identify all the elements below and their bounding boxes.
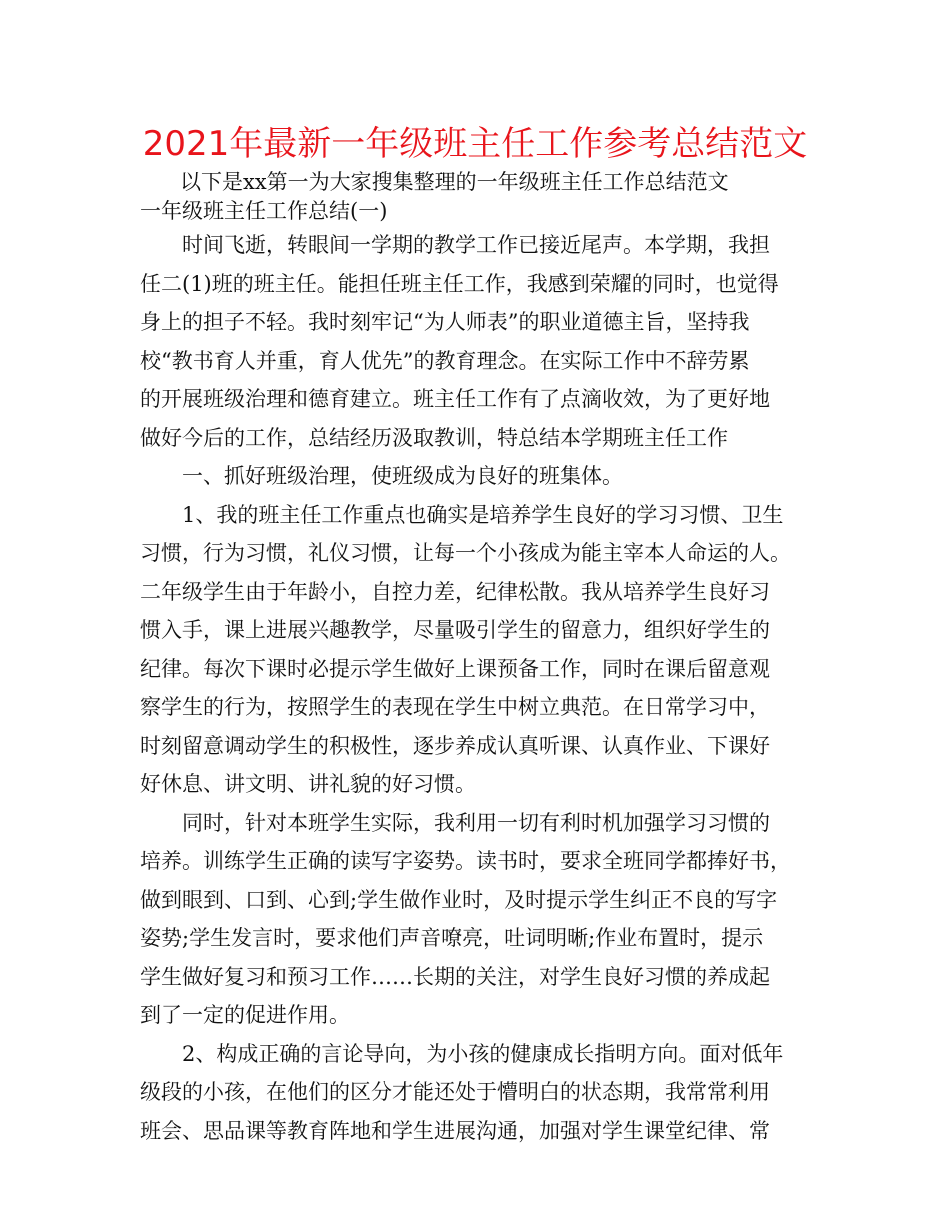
- text-line: 1、我的班主任工作重点也确实是培养学生良好的学习习惯、卫生: [182, 502, 784, 527]
- text-line: 同时，针对本班学生实际，我利用一切有利时机加强学习习惯的: [182, 810, 770, 835]
- text-line: 习惯，行为习惯，礼仪习惯，让每一个小孩成为能主宰本人命运的人。: [140, 541, 791, 565]
- text-line: 做好今后的工作，总结经历汲取教训，特总结本学期班主任工作: [140, 425, 728, 450]
- text-line: 察学生的行为，按照学生的表现在学生中树立典范。在日常学习中，: [140, 695, 770, 719]
- text-line: 级段的小孩，在他们的区分才能还处于懵明白的状态期，我常常利用: [140, 1080, 770, 1104]
- text-line: 2、构成正确的言论导向，为小孩的健康成长指明方向。面对低年: [182, 1041, 784, 1066]
- subheading-line: 一、抓好班级治理，使班级成为良好的班集体。: [182, 464, 623, 488]
- text-line: 二年级学生由于年龄小，自控力差，纪律松散。我从培养学生良好习: [140, 579, 770, 604]
- text-line: 培养。训练学生正确的读写字姿势。读书时，要求全班同学都捧好书，: [140, 849, 791, 873]
- text-line: 好休息、讲文明、讲礼貌的好习惯。: [140, 772, 476, 796]
- text-line: 的开展班级治理和德育建立。班主任工作有了点滴收效，为了更好地: [140, 387, 770, 411]
- text-line: 纪律。每次下课时必提示学生做好上课预备工作，同时在课后留意观: [140, 656, 770, 681]
- text-line: 到了一定的促进作用。: [140, 1003, 350, 1027]
- text-line: 学生做好复习和预习工作……长期的关注，对学生良好习惯的养成起: [140, 964, 770, 989]
- text-line: 任二(1)班的班主任。能担任班主任工作，我感到荣耀的同时，也觉得: [140, 271, 779, 296]
- document-title: 2021年最新一年级班主任工作参考总结范文: [142, 124, 808, 164]
- text-line: 身上的担子不轻。我时刻牢记“为人师表”的职业道德主旨，坚持我: [140, 310, 750, 334]
- text-line: 做到眼到、口到、心到;学生做作业时，及时提示学生纠正不良的写字: [140, 887, 778, 912]
- document-body: [140, 168, 830, 1150]
- text-line: 姿势;学生发言时，要求他们声音嘹亮，吐词明晰;作业布置时，提示: [140, 926, 764, 950]
- text-line: 时刻留意调动学生的积极性，逐步养成认真听课、认真作业、下课好: [140, 733, 770, 758]
- section-heading: 一年级班主任工作总结(一): [140, 199, 388, 223]
- text-line: 惯入手，课上进展兴趣教学，尽量吸引学生的留意力，组织好学生的: [140, 618, 770, 642]
- intro-line: 以下是xx第一为大家搜集整理的一年级班主任工作总结范文: [180, 170, 729, 194]
- text-line: 班会、思品课等教育阵地和学生进展沟通，加强对学生课堂纪律、常: [140, 1118, 770, 1143]
- text-line: 时间飞逝，转眼间一学期的教学工作已接近尾声。本学期，我担: [182, 233, 770, 257]
- text-line: 校“教书育人并重，育人优先”的教育理念。在实际工作中不辞劳累: [140, 348, 750, 373]
